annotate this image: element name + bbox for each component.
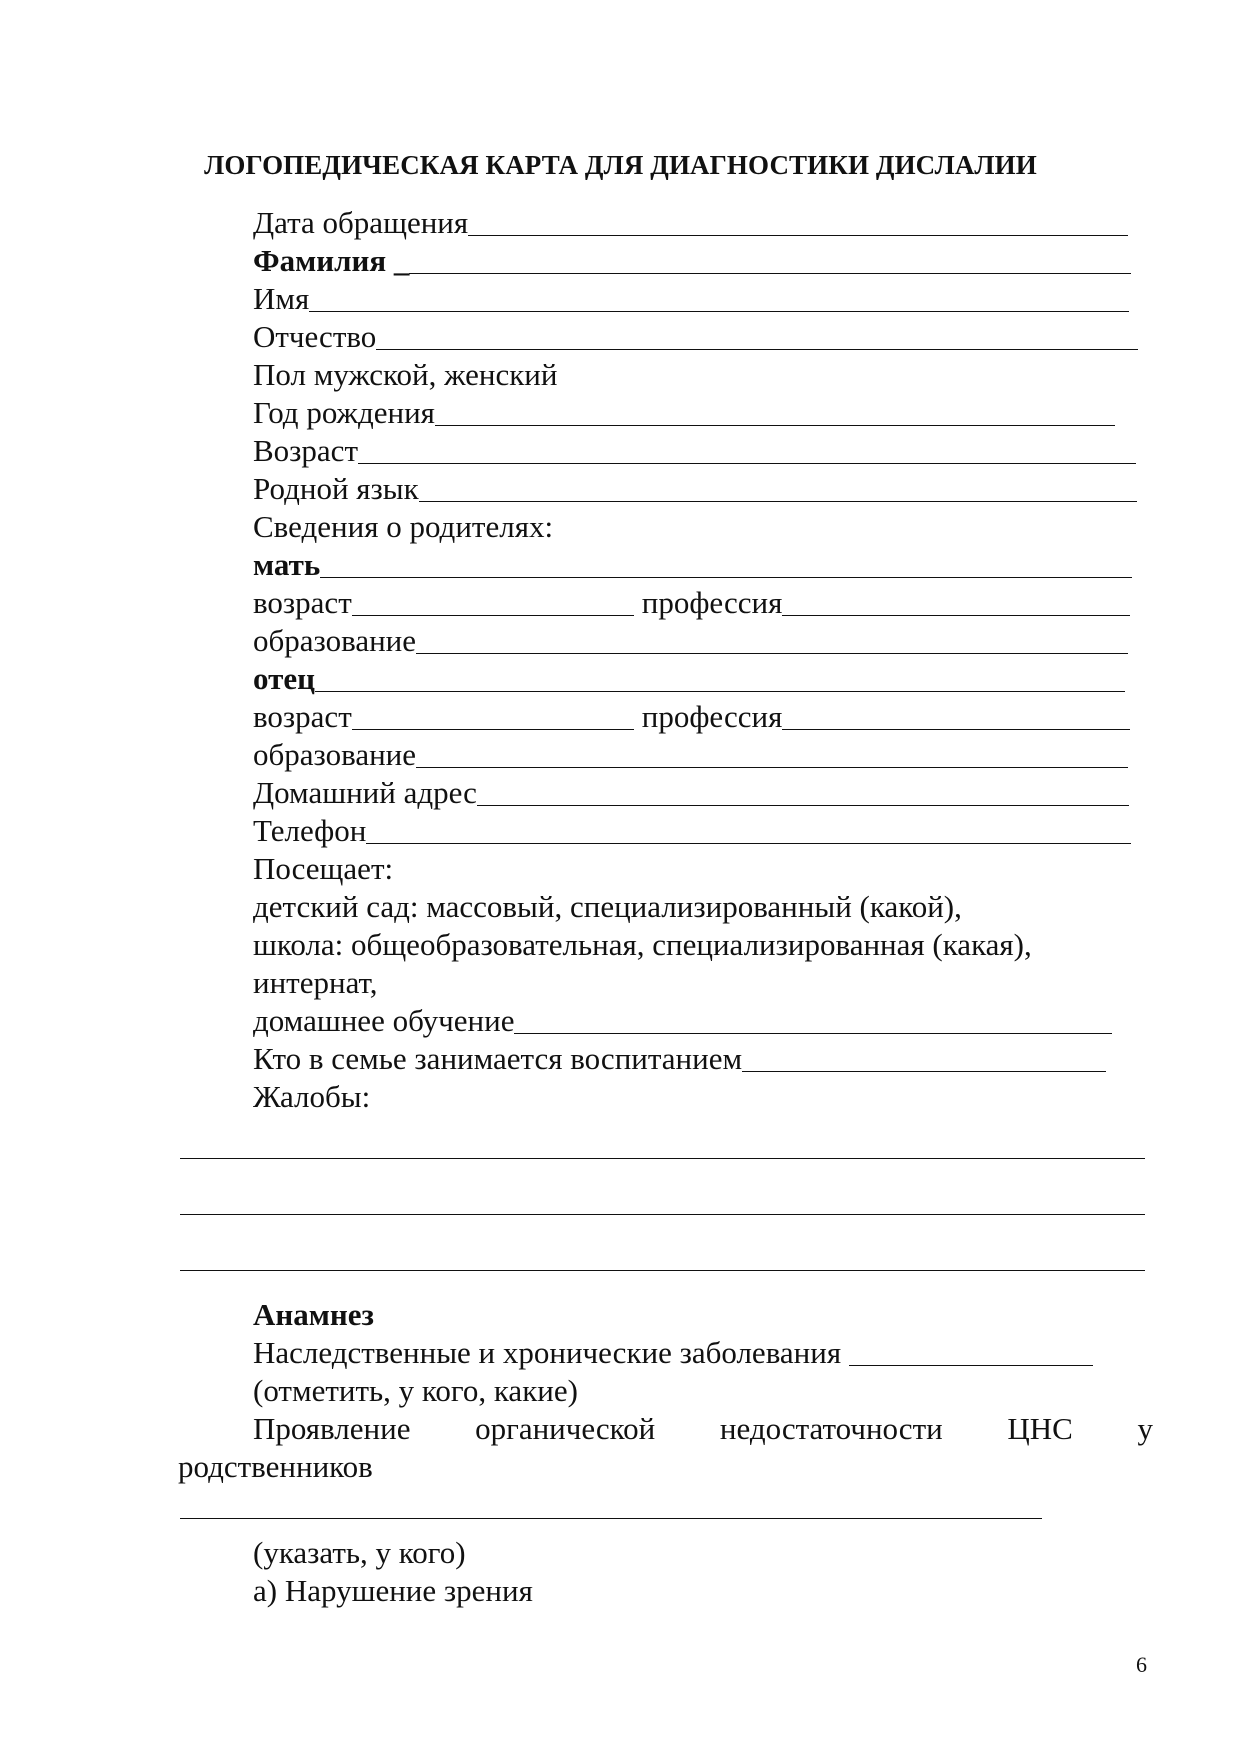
field-date [253,204,1128,242]
field-surname [253,242,1131,280]
field-hereditary-label: Наследственные и хронические заболевания [253,1335,842,1370]
field-father [253,660,1125,698]
hereditary-note-text: (отметить, у кого, какие) [253,1373,578,1408]
field-sex [253,356,557,394]
field-patronymic [253,318,1138,356]
field-upbringing-label: Кто в семье занимается воспитанием [253,1041,743,1076]
field-home-schooling-label: домашнее обучение [253,1003,515,1038]
field-boarding [253,964,378,1002]
page-title: ЛОГОПЕДИЧЕСКАЯ КАРТА ДЛЯ ДИАГНОСТИКИ ДИСЛАЛИИ [204,150,1037,180]
organic-word: Проявление [253,1411,411,1446]
field-boarding-label: интернат, [253,965,378,1000]
field-mother-age-line[interactable] [352,615,634,616]
field-mother-profession-label: профессия [641,585,783,620]
field-address-label: Домашний адрес [253,775,477,810]
organic-word: органической [475,1411,656,1446]
field-complaints-label: Жалобы: [253,1079,371,1114]
field-father-line[interactable] [315,691,1125,692]
field-address-line[interactable] [477,805,1129,806]
organic-cont: родственников [178,1449,373,1484]
field-surname-line[interactable] [409,273,1131,274]
vision-impairment [253,1572,533,1610]
complaints-line-3[interactable] [180,1270,1145,1271]
field-school [253,926,1032,964]
field-mother-age [253,584,1130,622]
field-mother [253,546,1132,584]
field-father-label: отец [253,661,315,696]
vision-impairment-text: а) Нарушение зрения [253,1573,533,1608]
field-patronymic-line[interactable] [376,349,1138,350]
field-name-label: Имя [253,281,310,316]
field-father-profession-label: профессия [641,699,783,734]
field-kindergarten-label: детский сад: массовый, специализированный (какой), [253,889,962,924]
organic-word: недостаточности [719,1411,943,1446]
field-phone-line-1[interactable] [366,843,631,844]
field-surname-label: Фамилия _ [253,243,410,278]
field-father-age-label: возраст [253,699,352,734]
field-mother-education [253,622,1128,660]
field-mother-education-line-1[interactable] [416,653,914,654]
field-name [253,280,1129,318]
field-phone-label: Телефон [253,813,367,848]
field-age-line-2[interactable] [688,463,1136,464]
field-home-schooling-line[interactable] [514,1033,1112,1034]
field-upbringing [253,1040,1106,1078]
field-birth-year-line[interactable] [435,425,1115,426]
field-age [253,432,1136,470]
field-birth-year-label: Год рождения [253,395,435,430]
relatives-line[interactable] [180,1518,1042,1519]
field-age-label: Возраст [253,433,358,468]
field-father-age-line[interactable] [352,729,634,730]
anamnesis-heading-text: Анамнез [253,1297,374,1332]
field-hereditary [253,1334,1093,1372]
specify-note-text: (указать, у кого) [253,1535,466,1570]
field-parents-info [253,508,553,546]
field-birth-year [253,394,1115,432]
field-school-label: школа: общеобразовательная, специализированная (какая), [253,927,1032,962]
field-address [253,774,1129,812]
field-kindergarten [253,888,962,926]
field-native-language [253,470,1137,508]
field-native-language-label: Родной язык [253,471,419,506]
field-mother-line[interactable] [320,577,1132,578]
organic-word: у [1137,1411,1153,1446]
field-mother-label: мать [253,547,321,582]
anamnesis-heading [253,1296,374,1334]
field-phone-line-2[interactable] [631,843,1131,844]
field-date-label: Дата обращения [253,205,469,240]
complaints-line-1[interactable] [180,1158,1145,1159]
field-date-line[interactable] [468,235,1128,236]
field-patronymic-label: Отчество [253,319,377,354]
page-number: 6 [1136,1652,1147,1677]
field-home-schooling [253,1002,1112,1040]
field-mother-education-label: образование [253,623,417,658]
field-mother-profession-line[interactable] [782,615,1130,616]
field-father-education [253,736,1128,774]
hereditary-note [253,1372,578,1410]
field-hereditary-line-1[interactable] [849,1365,1029,1366]
field-mother-age-label: возраст [253,585,352,620]
field-complaints [253,1078,370,1116]
organic-insufficiency-line [253,1410,1153,1448]
field-age-line-1[interactable] [358,463,688,464]
field-name-line[interactable] [309,311,1129,312]
organic-word: ЦНС [1007,1411,1073,1446]
field-father-age [253,698,1130,736]
field-father-education-label: образование [253,737,417,772]
field-upbringing-line-2[interactable] [910,1071,1106,1072]
field-native-language-line[interactable] [419,501,1137,502]
field-phone [253,812,1131,850]
field-father-education-line[interactable] [416,767,1128,768]
field-parents-info-label: Сведения о родителях: [253,509,554,544]
field-upbringing-line-1[interactable] [742,1071,910,1072]
specify-note [253,1534,466,1572]
field-attends-label: Посещает: [253,851,394,886]
complaints-line-2[interactable] [180,1214,1145,1215]
field-father-profession-line[interactable] [782,729,1130,730]
field-attends [253,850,393,888]
field-hereditary-line-2[interactable] [1029,1365,1093,1366]
field-mother-education-line-2[interactable] [914,653,1128,654]
field-sex-label: Пол мужской, женский [253,357,558,392]
